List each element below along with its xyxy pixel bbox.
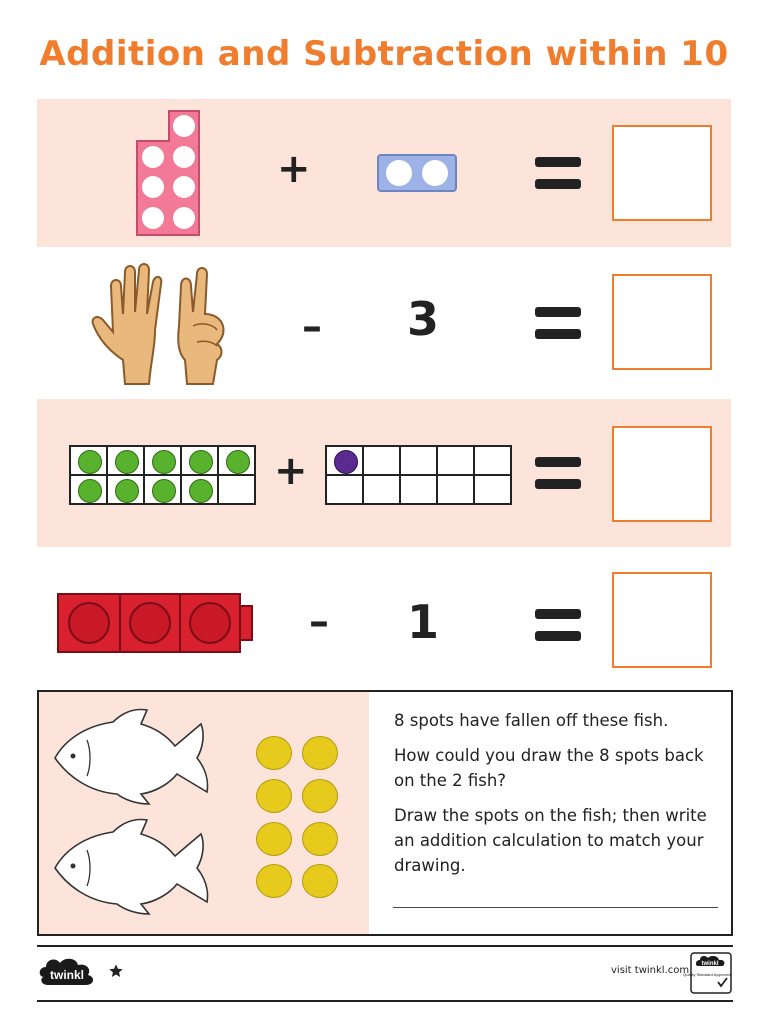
yellow-spot[interactable] <box>256 822 292 856</box>
equation-row-2 <box>37 249 731 397</box>
task-line-1: 8 spots have fallen off these fish. <box>394 711 669 730</box>
plus-operator: + <box>277 146 311 192</box>
yellow-spot[interactable] <box>302 822 338 856</box>
equation-row-3 <box>37 399 731 547</box>
ten-frame-one <box>325 445 512 505</box>
task-line-3: Draw the spots on the fish; then write an addition calculation to match your drawing. <box>394 806 707 875</box>
linking-cubes-three <box>57 592 253 654</box>
page-title: Addition and Subtraction within 10 <box>39 34 729 74</box>
minus-operator: – <box>309 599 329 645</box>
answer-box-2[interactable] <box>612 274 712 370</box>
answer-box-1[interactable] <box>612 125 712 221</box>
quality-badge-icon <box>683 952 732 994</box>
answer-box-4[interactable] <box>612 572 712 668</box>
number-one: 1 <box>407 595 440 649</box>
numicon-six <box>135 109 201 237</box>
logo-text: twinkl <box>49 968 85 982</box>
equals-sign <box>535 307 581 343</box>
equation-row-1 <box>37 99 731 247</box>
answer-box-3[interactable] <box>612 426 712 522</box>
equation-row-4 <box>37 547 731 695</box>
yellow-spot[interactable] <box>302 864 338 898</box>
fish-icon[interactable] <box>51 816 213 916</box>
minus-operator: – <box>302 304 322 350</box>
fish-task-panel <box>37 690 733 936</box>
hands-icon <box>89 264 241 386</box>
equals-sign <box>535 609 581 645</box>
fish-icon[interactable] <box>51 706 213 806</box>
yellow-spot[interactable] <box>302 736 338 770</box>
plus-operator: + <box>274 448 308 494</box>
numicon-two <box>377 154 457 192</box>
equals-sign <box>535 457 581 493</box>
yellow-spot[interactable] <box>256 736 292 770</box>
visit-link[interactable]: visit twinkl.com <box>611 965 690 976</box>
number-three: 3 <box>407 292 440 346</box>
footer-divider-bottom <box>37 1000 733 1002</box>
yellow-spot[interactable] <box>256 779 292 813</box>
footer-divider-top <box>37 945 733 947</box>
task-line-2: How could you draw the 8 spots back on the 2 fish? <box>394 746 704 790</box>
star-icon <box>108 963 124 979</box>
equals-sign <box>535 157 581 193</box>
task-instructions <box>394 708 714 888</box>
twinkl-logo[interactable] <box>38 955 98 987</box>
yellow-spot[interactable] <box>302 779 338 813</box>
badge-text: Quality Standard Approved <box>683 972 731 977</box>
fish-illustration-panel <box>39 692 369 934</box>
yellow-spot[interactable] <box>256 864 292 898</box>
svg-text:twinkl: twinkl <box>701 961 719 967</box>
answer-write-line[interactable] <box>393 907 718 908</box>
ten-frame-nine <box>69 445 256 505</box>
